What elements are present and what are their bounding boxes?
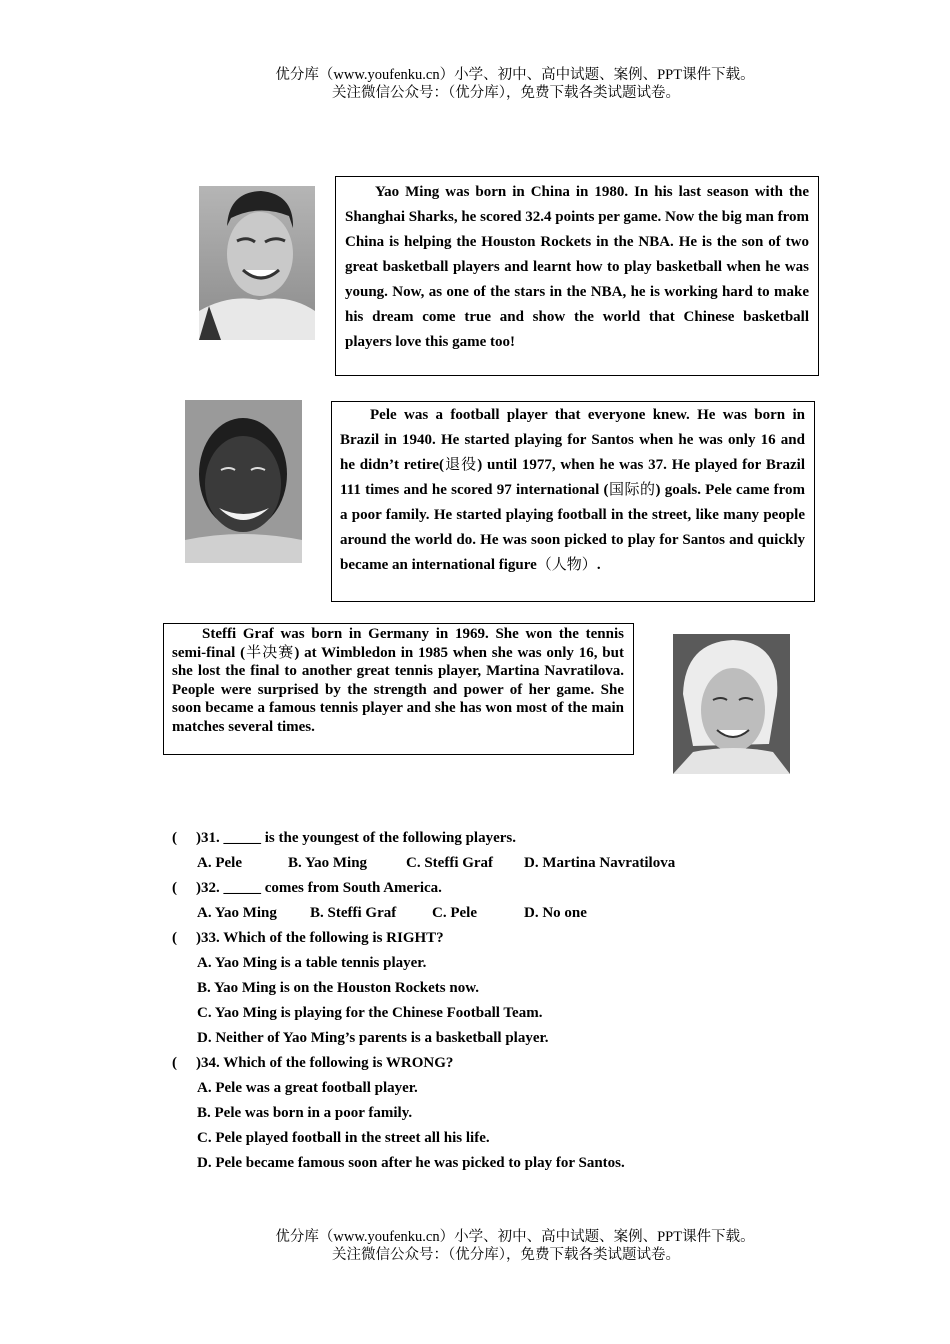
steffi-graf-text xyxy=(172,625,624,737)
page-footer xyxy=(0,1228,950,1264)
question-33-stem: )33. Which of the following is RIGHT? xyxy=(196,930,444,946)
yao-ming-text: Yao Ming was born in China in 1980. In his last season with the Shanghai Sharks, he scored 32.4 points per game. Now the big man from China is helping the Houston Rockets in the NBA. He is the son of two great basketball players and learnt how to play basketball when he was young. Now, as one of the stars in the NBA, he is working hard to make his dream come true and show the world that Chinese basketball players love this game too! xyxy=(345,184,809,350)
pele-cn-retire: 退役 xyxy=(444,457,478,473)
steffi-graf-photo xyxy=(673,634,790,774)
answer-blank-33[interactable]: ( xyxy=(172,930,177,946)
option-31-c[interactable]: C. Steffi Graf xyxy=(406,855,494,871)
pele-text xyxy=(340,403,805,578)
option-31-b[interactable]: B. Yao Ming xyxy=(288,855,368,871)
option-32-b[interactable]: B. Steffi Graf xyxy=(310,905,397,921)
question-32-options xyxy=(172,901,812,926)
answer-blank-34[interactable]: ( xyxy=(172,1055,177,1071)
option-32-d[interactable]: D. No one xyxy=(524,905,587,921)
option-32-c[interactable]: C. Pele xyxy=(432,905,477,921)
option-32-a[interactable]: A. Yao Ming xyxy=(197,905,277,921)
question-32-stem: )32. _____ comes from South America. xyxy=(196,880,442,896)
pele-text-part-1: Pele was a football player that everyone knew. He was born in Brazil in 1940. He started playing for Santos when he was only 16 and he didn’t retire( xyxy=(340,407,805,473)
question-31 xyxy=(172,826,812,851)
pele-cn-international: 国际的 xyxy=(608,482,656,498)
pele-text-part-4: . xyxy=(596,557,601,573)
question-34 xyxy=(172,1051,812,1076)
footer-line-2: 关注微信公众号：（优分库），免费下载各类试题试卷。 xyxy=(332,1247,680,1263)
pele-text-part-2: ) until 1977, when he was 37. He played for Brazil 111 times and he scored 97 international ( xyxy=(340,457,805,498)
graf-text-part-2: ) at Wimbledon in 1985 when she was only 16, but she lost the final to another great tennis player, Martina Navratilova. People were surprised by the strength and power of her game. She soon became a famous tennis player and she has won most of the main matches several times. xyxy=(172,644,624,735)
option-34-a[interactable]: A. Pele was a great football player. xyxy=(197,1080,418,1096)
header-line-2: 关注微信公众号：（优分库），免费下载各类试题试卷。 xyxy=(332,85,680,101)
option-33-a[interactable]: A. Yao Ming is a table tennis player. xyxy=(197,955,427,971)
pele-photo xyxy=(185,400,302,563)
option-33-b[interactable]: B. Yao Ming is on the Houston Rockets now. xyxy=(197,980,479,996)
option-31-d[interactable]: D. Martina Navratilova xyxy=(524,855,676,871)
option-34-c[interactable]: C. Pele played football in the street all his life. xyxy=(197,1130,490,1146)
option-33-c[interactable]: C. Yao Ming is playing for the Chinese Football Team. xyxy=(197,1005,543,1021)
option-34-b[interactable]: B. Pele was born in a poor family. xyxy=(197,1105,413,1121)
question-31-stem: )31. _____ is the youngest of the following players. xyxy=(196,830,516,846)
answer-blank-31[interactable]: ( xyxy=(172,830,177,846)
pele-cn-figure: （人物） xyxy=(536,557,597,573)
graf-cn-semifinal: 半决赛 xyxy=(245,644,295,661)
yao-ming-passage xyxy=(335,176,819,376)
question-33 xyxy=(172,926,812,951)
option-31-a[interactable]: A. Pele xyxy=(197,855,242,871)
pele-passage xyxy=(331,401,815,602)
question-34-stem: )34. Which of the following is WRONG? xyxy=(196,1055,454,1071)
pele-text-part-3: ) goals. Pele came from a poor family. He started playing football in the street, like many people around the world do. He was soon picked to play for Santos and quickly became an international figure xyxy=(340,482,805,573)
steffi-graf-passage xyxy=(163,623,634,755)
question-section xyxy=(172,826,812,1176)
header-line-1: 优分库（www.youfenku.cn）小学、初中、高中试题、案例、PPT课件下载。 xyxy=(275,67,755,83)
graf-text-part-1: Steffi Graf was born in Germany in 1969. She won the tennis semi-final ( xyxy=(172,626,624,661)
page-header xyxy=(0,66,950,102)
yao-ming-photo xyxy=(199,186,315,340)
question-32 xyxy=(172,876,812,901)
option-33-d[interactable]: D. Neither of Yao Ming’s parents is a basketball player. xyxy=(197,1030,549,1046)
footer-line-1: 优分库（www.youfenku.cn）小学、初中、高中试题、案例、PPT课件下载。 xyxy=(275,1229,755,1245)
answer-blank-32[interactable]: ( xyxy=(172,880,177,896)
option-34-d[interactable]: D. Pele became famous soon after he was picked to play for Santos. xyxy=(197,1155,625,1171)
question-31-options xyxy=(172,851,812,876)
